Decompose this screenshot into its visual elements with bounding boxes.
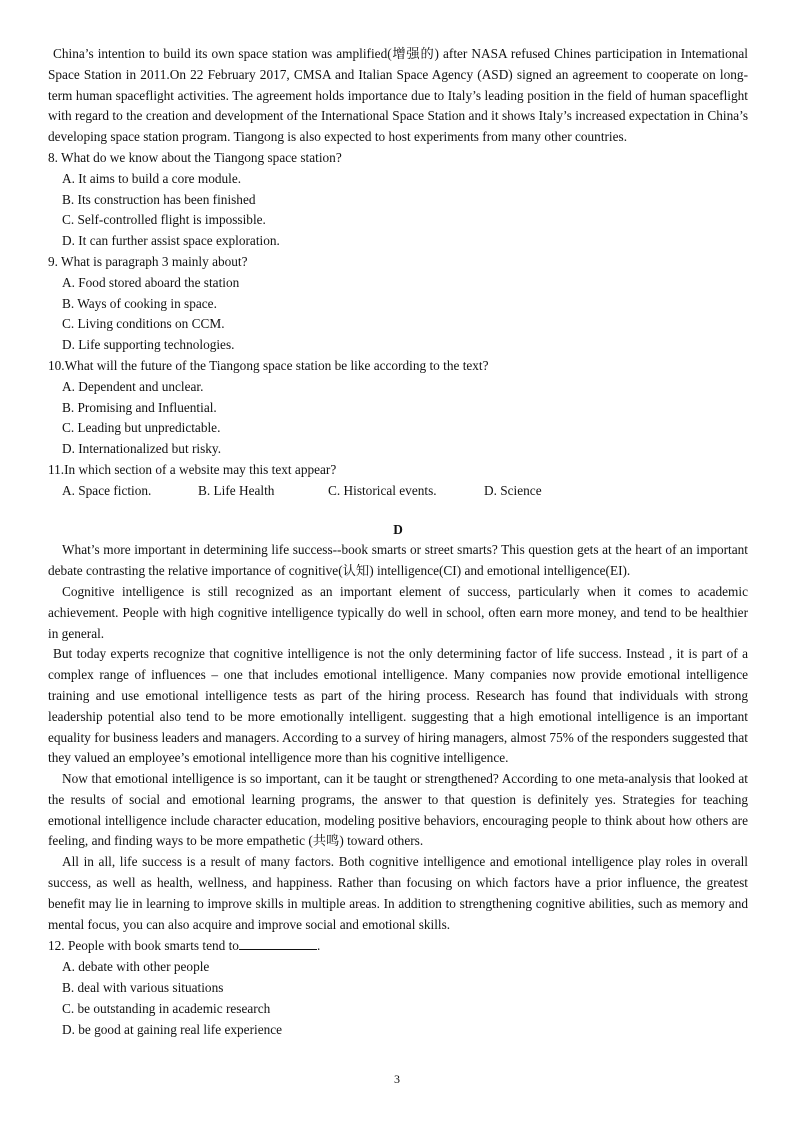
option-c: C. Historical events. <box>328 482 437 498</box>
option-d: D. Internationalized but risky. <box>62 441 222 457</box>
exam-page <box>48 44 748 1040</box>
option-a: A. Space fiction. <box>62 482 152 498</box>
question-8 <box>48 148 748 252</box>
option-d: D. be good at gaining real life experience <box>62 1021 283 1037</box>
page-number: 3 <box>394 1072 400 1086</box>
question-9 <box>48 252 748 356</box>
option-a: A. It aims to build a core module. <box>62 170 242 186</box>
option-b: B. deal with various situations <box>62 980 224 996</box>
option-d: D. Science <box>484 482 542 498</box>
passage-d-paragraph-1: What’s more important in determining life success--book smarts or street smarts? This question gets at the heart of an important debate contrasting the relative importance of cognitive(认知) intelligence(CI) and emotional intelligence(EI). <box>48 542 748 579</box>
question-11 <box>48 460 748 502</box>
passage-d-paragraph-3: But today experts recognize that cognitive intelligence is not the only determining factor of life success. Instead , it is part of a complex range of influences – one that includes emotional intelligence. Many companies now provide emotional intelligence training and use emotional intelligence tests as part of the hiring process. Research has found that individuals with strong leadership potential also tend to be more emotionally intelligent. suggesting that a high emotional intelligence is an important equality for business leaders and managers. According to a survey of hiring managers, almost 75% of the responders suggested that they valued an employee’s emotional intelligence more than his cognitive intelligence. <box>48 646 748 766</box>
answer-blank <box>239 935 317 950</box>
option-b: B. Ways of cooking in space. <box>62 295 217 311</box>
question-stem-end: . <box>316 938 321 954</box>
question-stem-text: 12. People with book smarts tend to <box>48 938 239 954</box>
option-a: A. debate with other people <box>62 959 210 975</box>
option-a: A. Food stored aboard the station <box>62 274 240 290</box>
option-d: D. It can further assist space exploration. <box>62 233 280 249</box>
question-12 <box>48 935 748 1040</box>
passage-c-paragraph: China’s intention to build its own space station was amplified(增强的) after NASA refused Chines participation in Intemational Space Station in 2011.On 22 February 2017, CMSA and Italian Space Agency (ASD) signed an agreement to cooperate on long-term human spaceflight activities. The agreement holds importance due to Italy’s leading position in the field of human spaceflight with regard to the creation and development of the International Space Station and it shows Italy’s increased expectation in China’s developing space station program. Tiangong is also expected to host experiments from many other countries. <box>48 46 748 145</box>
option-a: A. Dependent and unclear. <box>62 378 204 394</box>
section-title: D <box>393 521 403 537</box>
question-stem: 10.What will the future of the Tiangong space station be like according to the text? <box>48 357 489 373</box>
question-stem: 8. What do we know about the Tiangong space station? <box>48 149 342 165</box>
question-stem: 9. What is paragraph 3 mainly about? <box>48 253 248 269</box>
question-10 <box>48 356 748 460</box>
option-row <box>48 481 748 502</box>
option-c: C. be outstanding in academic research <box>62 1000 271 1016</box>
option-d: D. Life supporting technologies. <box>62 337 235 353</box>
option-c: C. Living conditions on CCM. <box>62 316 225 332</box>
option-c: C. Leading but unpredictable. <box>62 420 221 436</box>
option-b: B. Promising and Influential. <box>62 399 217 415</box>
question-stem: 11.In which section of a website may this text appear? <box>48 461 337 477</box>
passage-d-paragraph-5: All in all, life success is a result of many factors. Both cognitive intelligence and emotional intelligence play roles in overall success, as well as health, wellness, and happiness. Rather than focusing on which factors have a prior influence, the greatest benefit may lie in learning to improve skills in multiple areas. In addition to strengthening cognitive abilities, such as memory and mental focus, you can also acquire and improve social and emotional skills. <box>48 854 748 932</box>
option-b: B. Life Health <box>198 482 275 498</box>
passage-d-paragraph-2: Cognitive intelligence is still recognized as an important element of success, particularly when it comes to academic achievement. People with high cognitive intelligence typically do well in school, often earn more money, and tend to be healthier in general. <box>48 583 748 641</box>
passage-d-paragraph-4: Now that emotional intelligence is so important, can it be taught or strengthened? According to one meta-analysis that looked at the results of social and emotional learning programs, the answer to that question is definitely yes. Strategies for teaching emotional intelligence include character education, modeling positive behaviors, encouraging people to think about how others are feeling, and finding ways to be more empathetic (共鸣) toward others. <box>48 771 748 849</box>
option-b: B. Its construction has been finished <box>62 191 256 207</box>
option-c: C. Self-controlled flight is impossible. <box>62 212 266 228</box>
question-stem <box>48 935 748 957</box>
